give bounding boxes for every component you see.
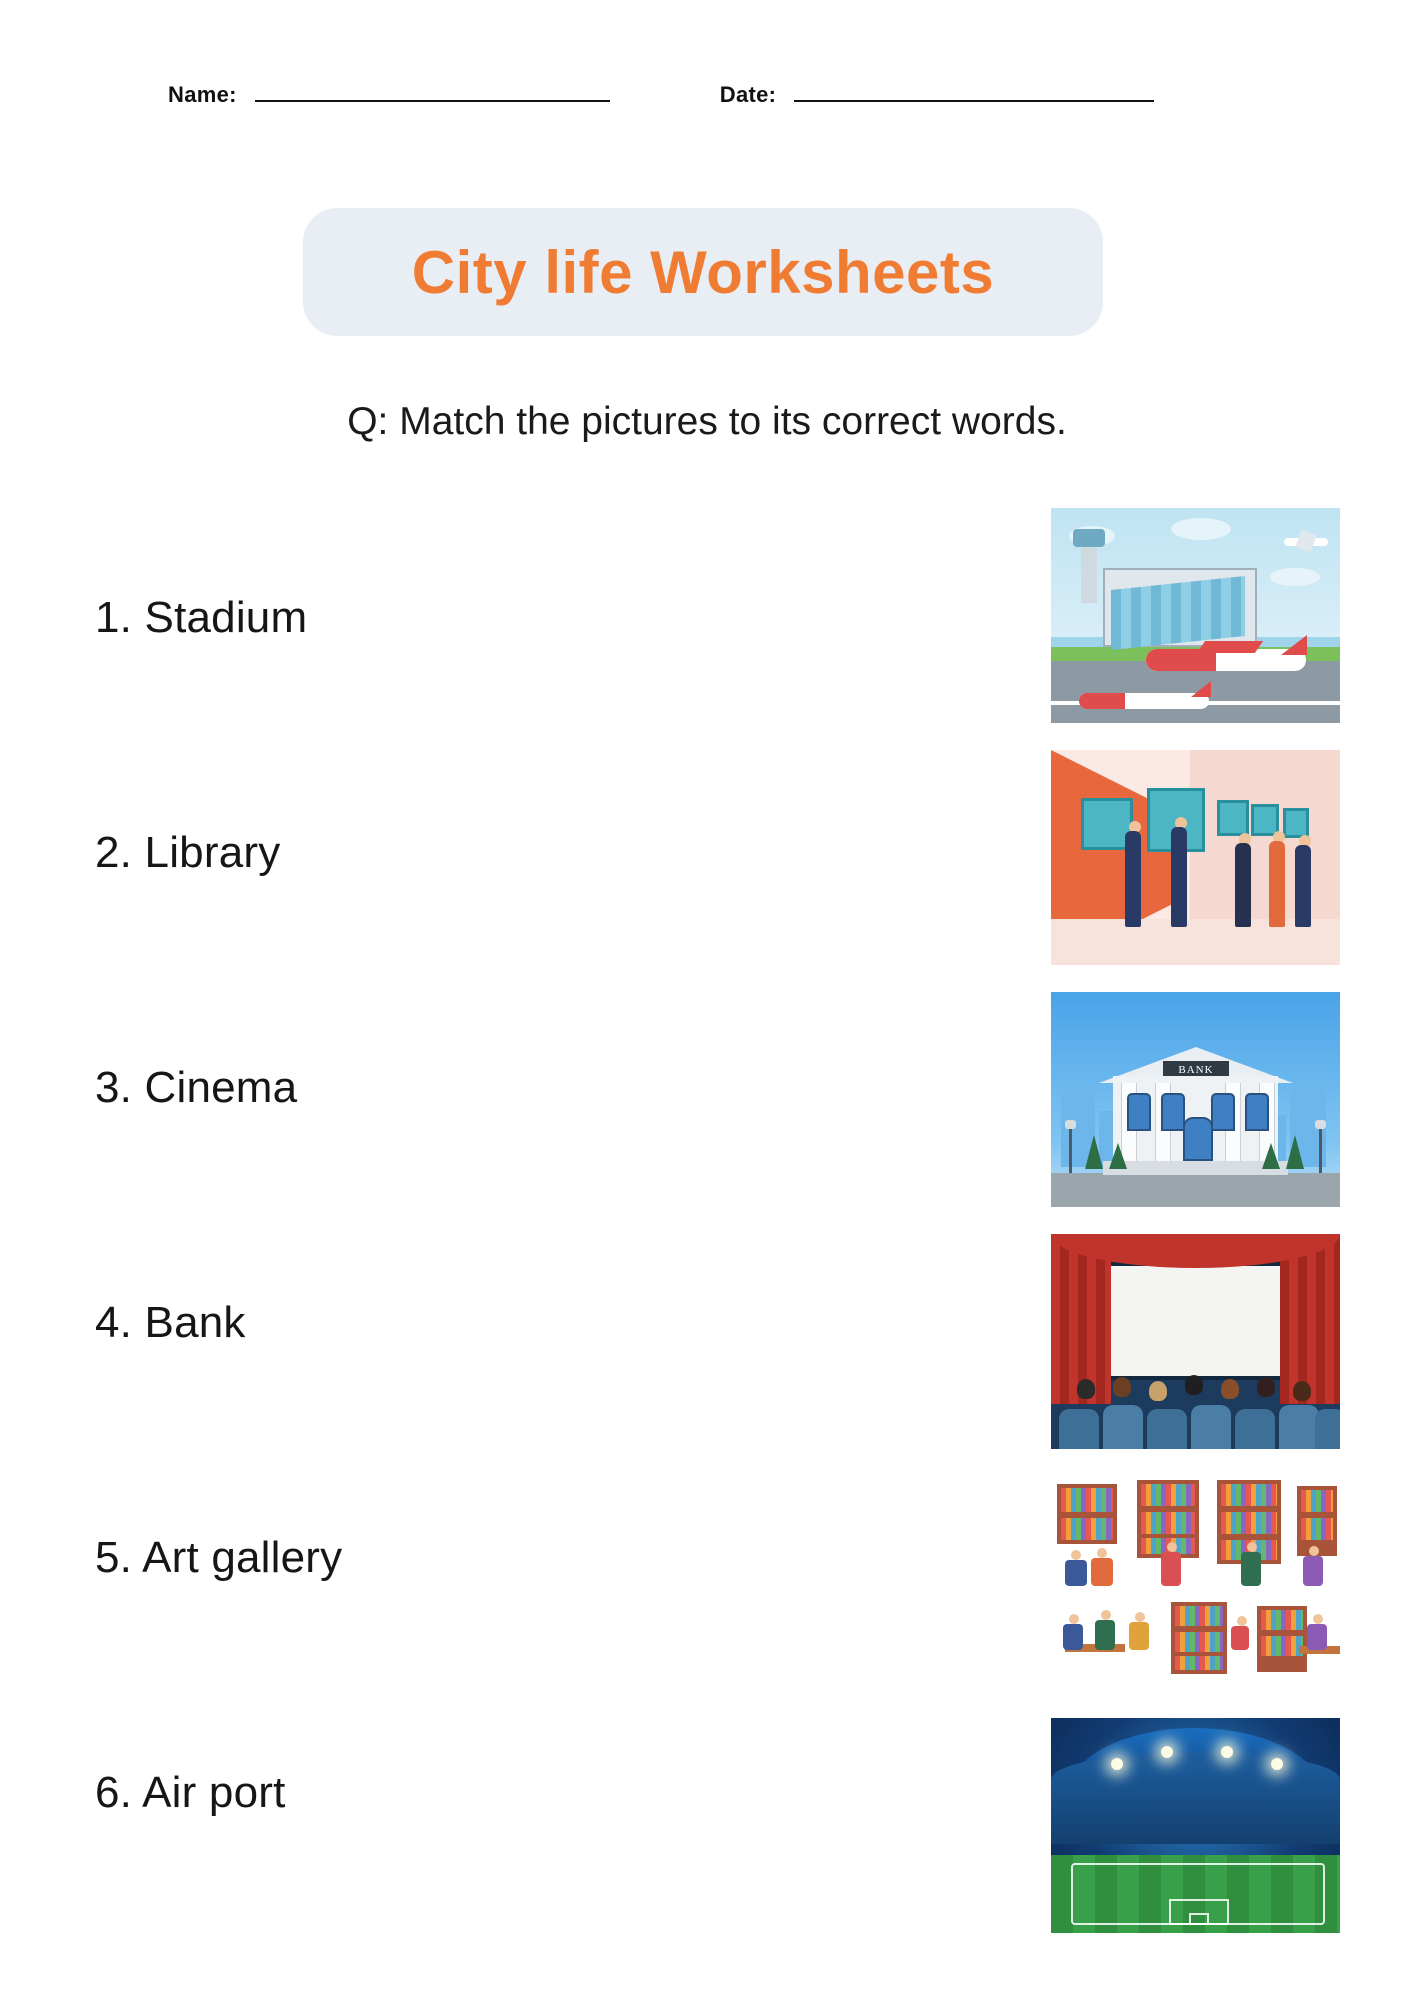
bank-image[interactable] (1051, 992, 1340, 1207)
art-gallery-image[interactable] (1051, 750, 1340, 965)
library-image[interactable] (1051, 1476, 1340, 1691)
list-item[interactable]: 6. Air port (95, 1767, 286, 1817)
name-input-line[interactable] (255, 78, 610, 102)
picture-list (1051, 508, 1341, 1960)
word-list (95, 500, 655, 1910)
cinema-image[interactable] (1051, 1234, 1340, 1449)
matching-exercise (0, 500, 1414, 1970)
list-item[interactable]: 2. Library (95, 827, 281, 877)
instruction-text: Q: Match the pictures to its correct words. (347, 400, 1067, 443)
date-input-line[interactable] (794, 78, 1154, 102)
page-title: City life Worksheets (411, 238, 995, 306)
bank-sign: BANK (1163, 1061, 1229, 1079)
airport-image[interactable] (1051, 508, 1340, 723)
name-label: Name: (168, 82, 237, 107)
worksheet-title-banner (303, 208, 1103, 336)
stadium-image[interactable] (1051, 1718, 1340, 1933)
list-item[interactable]: 3. Cinema (95, 1062, 298, 1112)
list-item[interactable]: 5. Art gallery (95, 1532, 343, 1582)
list-item[interactable]: 4. Bank (95, 1297, 246, 1347)
date-label: Date: (719, 82, 777, 107)
list-item[interactable]: 1. Stadium (95, 592, 308, 642)
worksheet-header (0, 78, 1414, 108)
